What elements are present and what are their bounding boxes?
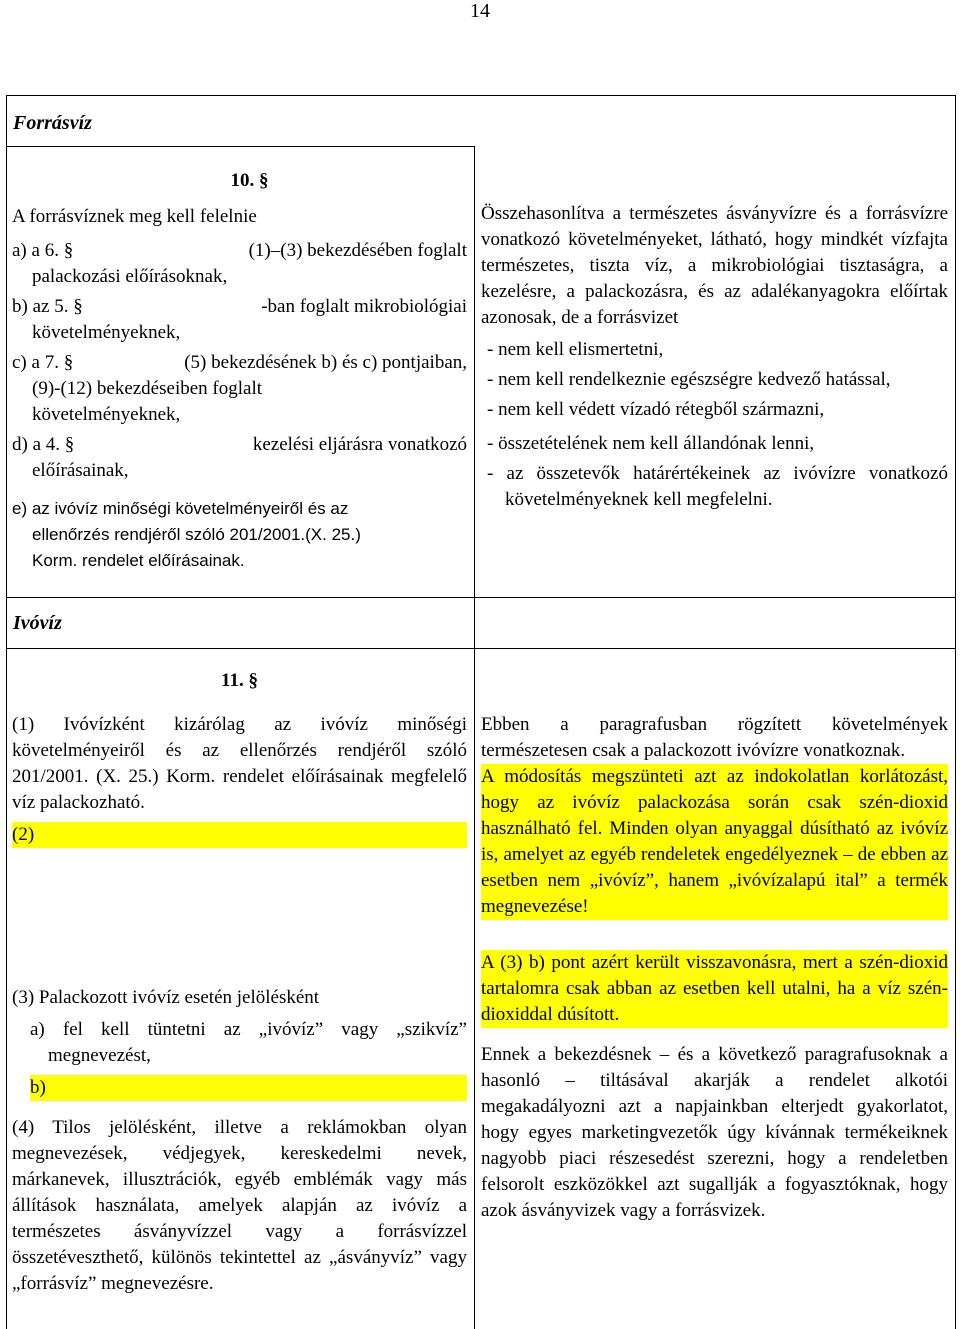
section-title-forrasviz: Forrásvíz [13,112,92,134]
paragraph-11-body-2 [12,985,467,1297]
comment-10-item: - az összetevők határértékeinek az ivóvízre vonatkozó követelményeknek kell megfelelni. [487,463,948,510]
p10-item-e: e) az ivóvíz minőségi követelményeiről és az ellenőrzés rendjéről szóló 201/2001.(X. 25.) Korm. rendelet előírásainak. [12,499,361,570]
comment-10-item: - nem kell védett vízadó rétegből származni, [487,399,825,420]
p10-item-a-line1: a) a 6. § (1)–(3) bekezdésében foglalt [12,240,467,261]
p10-item-d-line1: d) a 4. § kezelési eljárásra vonatkozó [12,434,467,455]
table-border-right [955,95,956,1329]
table-column-divider [474,146,475,1329]
comment-10 [481,201,948,513]
comment-10-item: - nem kell rendelkeznie egészségre kedvező hatással, [487,369,891,390]
row-divider-3 [6,648,956,649]
comment-10-item: - nem kell elismertetni, [487,339,664,360]
table-border-top [6,95,956,96]
comment-11-part-3: A (3) b) pont azért került visszavonásra, mert a szén-dioxid tartalomra csak abban az esetben kell utalni, ha a víz szén-dioxiddal dúsított. [481,950,948,1028]
p10-item-c-line1: c) a 7. § (5) bekezdésének b) és c) pontjaiban, [12,352,467,373]
section-title-ivoviz: Ivóvíz [13,612,62,634]
p11-subsection-1: (1) Ivóvízként kizárólag az ivóvíz minőségi követelményeiről és az ellenőrzés rendjéről szóló 201/2001. (X. 25.) Korm. rendelet előírásainak megfelelő víz palackozható. [12,714,467,813]
comment-11 [481,712,948,1224]
row-divider-1 [6,146,474,147]
p11-subsection-4: (4) Tilos jelölésként, illetve a reklámokban olyan megnevezések, védjegyek, kereskedelmi nevek, márkanevek, illusztrációk, egyéb emblémák vagy más állítások használata, amelyek alapján az ivóvíz a természetes ásványvízzel vagy a forrásvízzel összetéveszthető, különös tekintettel az „ásványvíz” vagy „forrásvíz” megnevezésre. [12,1117,467,1294]
p10-item-b-line1: b) az 5. § -ban foglalt mikrobiológiai [12,296,467,317]
comment-11-part-1: Ebben a paragrafusban rögzített követelmények természetesen csak a palackozott ivóvízre vonatkoznak. [481,714,948,761]
p11-subsection-3b: b) [30,1075,467,1101]
p10-intro: A forrásvíznek meg kell felelnie [12,206,257,227]
paragraph-11-heading: 11. § [221,670,258,691]
paragraph-10-heading: 10. § [230,170,269,191]
p11-subsection-3a: a) fel kell tüntetni az „ivóvíz” vagy „szikvíz” megnevezést, [30,1019,467,1066]
p11-subsection-2: (2) [12,822,467,848]
row-divider-2 [6,597,956,598]
p10-item-d-line2: előírásainak, [32,460,129,481]
p10-item-a-line2: palackozási előírásoknak, [32,266,228,287]
table-border-left [6,95,7,1329]
p10-item-c-line2: (9)-(12) bekezdéseiben foglalt [32,378,263,399]
comment-10-item: - összetételének nem kell állandónak lenni, [487,433,815,454]
paragraph-11-body [12,712,467,848]
comment-10-list [481,337,948,513]
comment-11-part-4: Ennek a bekezdésnek – és a következő paragrafusoknak a hasonló – tiltásával akarják a rendelet alkotói megakadályozni azt a napjainkban elterjedt gyakorlatot, hogy egyes marketingvezetők úgy kívánnak termékeiknek nagyobb piaci részesedést szerezni, hogy a rendeletben felsorolt eszközökkel azt sugallják a fogyasztóknak, hogy azok ásványvizek vagy a forrásvizek. [481,1044,948,1221]
p10-item-c-line3: követelményeknek, [32,404,181,425]
comment-10-text: Összehasonlítva a természetes ásványvízre és a forrásvízre vonatkozó követelményeket, látható, hogy mindkét vízfajta természetes, tiszta víz, a mikrobiológiai tisztaságra, a kezelésre, a palackozásra, és az adalékanyagokra előírtak azonosak, de a forrásvizet [481,203,948,328]
comment-11-part-2: A módosítás megszünteti azt az indokolatlan korlátozást, hogy az ivóvíz palackozása során csak szén-dioxid használható fel. Minden olyan anyaggal dúsítható az ivóvíz is, amelyet az egyéb rendeletek engedélyeznek – de ebben az esetben nem „ivóvíz”, hanem „ivóvízalapú ital” a termék megnevezése! [481,764,948,920]
paragraph-10-body [12,204,467,574]
paragraph-10 [32,168,467,202]
p10-item-b-line2: követelményeknek, [32,322,181,343]
p11-subsection-3: (3) Palackozott ivóvíz esetén jelölésként [12,987,320,1008]
page-number: 14 [470,0,490,22]
